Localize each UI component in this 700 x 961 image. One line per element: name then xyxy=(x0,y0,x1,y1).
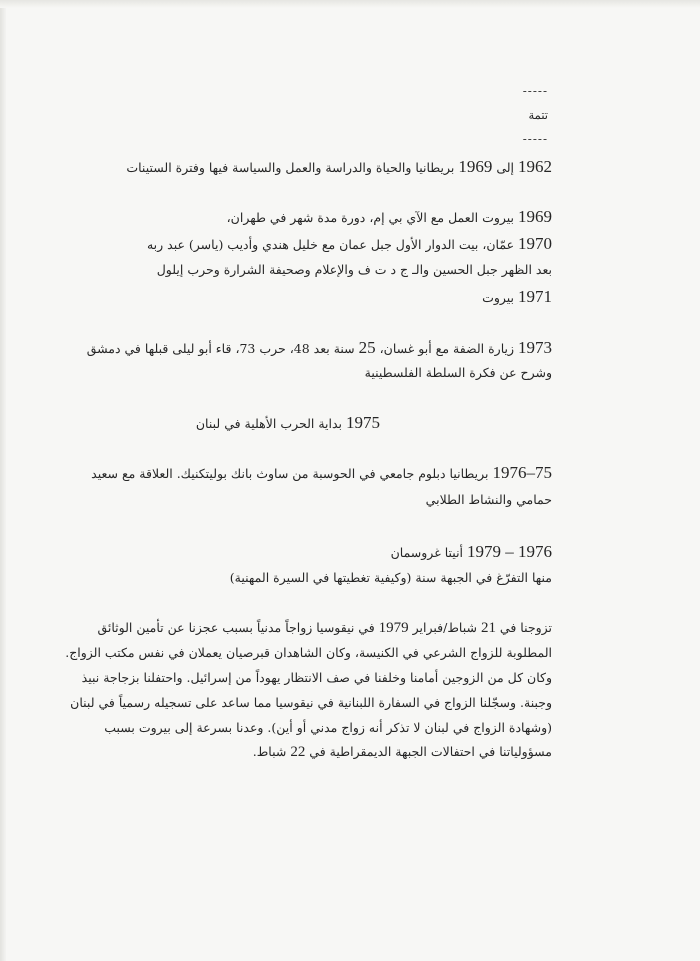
entry-text: سنة بعد 48، حرب 73، قاء أبو ليلى قبلها في دمشق xyxy=(86,341,359,356)
timeline-entry-1976-1979 xyxy=(391,542,552,562)
entry-text: منها التفرّغ في الجبهة سنة (وكيفية تغطيتها في السيرة المهنية) xyxy=(229,570,552,585)
separator-top: ----- xyxy=(522,84,548,98)
timeline-entry-1975 xyxy=(196,413,380,433)
paragraph-number: 1979 xyxy=(378,620,409,636)
timeline-entry-1971 xyxy=(482,287,552,307)
entry-text: إلى xyxy=(492,160,518,175)
timeline-entry-1975-1976-continued xyxy=(426,492,552,507)
paragraph-line-1 xyxy=(97,620,552,637)
paragraph-text: في نيقوسيا زواجاً مدنياً بسبب عجزنا عن تأمين الوثائق xyxy=(97,620,379,635)
entry-year-end: 1969 xyxy=(458,157,493,176)
entry-text: عمّان، بيت الدوار الأول جبل عمان مع خليل هندي وأديب (ياسر) عبد ربه xyxy=(146,237,518,252)
separator-bottom: ----- xyxy=(522,132,548,146)
entry-year: 1975 xyxy=(346,413,380,432)
entry-text: بداية الحرب الأهلية في لبنان xyxy=(195,416,346,431)
paragraph-text: وكان كل من الزوجين أمامنا وخلفنا في صف الانتظار يهوداً من إسرائيل. واحتفلنا بزجاجة نبيذ xyxy=(81,670,552,685)
paragraph-text: (وشهادة الزواج في لبنان لا تذكر أنه زواج مدني أو أين). وعدنا بسرعة إلى بيروت بسبب xyxy=(104,720,552,735)
entry-year: 1973 xyxy=(518,338,552,357)
timeline-entry-1970 xyxy=(147,234,552,254)
entry-text: بيروت العمل مع الآي بي إم، دورة مدة شهر في طهران، xyxy=(226,210,518,225)
paragraph-text: شباط. xyxy=(252,744,291,759)
entry-number: 25 xyxy=(358,338,376,357)
paragraph-line-2 xyxy=(65,645,552,660)
timeline-entry-1973 xyxy=(87,338,552,358)
paragraph-text: شباط/فبراير xyxy=(408,620,481,635)
page-shadow-top xyxy=(0,0,700,8)
entry-year: 1970 xyxy=(518,234,552,253)
page-shadow-edge xyxy=(0,0,6,961)
timeline-entry-1976-1979-continued xyxy=(230,570,552,585)
entry-text: زيارة الضفة مع أبو غسان، xyxy=(375,341,518,356)
document-heading: تتمة xyxy=(528,108,548,122)
entry-text: حمامي والنشاط الطلابي xyxy=(425,492,552,507)
paragraph-line-6 xyxy=(253,744,552,761)
paragraph-line-3 xyxy=(82,670,552,685)
entry-year-range: 1976 – 1979 xyxy=(467,542,552,561)
entry-text: بريطانيا والحياة والدراسة والعمل والسياسة فيها وفترة الستينات xyxy=(126,160,459,175)
timeline-entry-1975-1976 xyxy=(91,463,552,483)
timeline-entry-1969 xyxy=(227,207,552,227)
paragraph-number: 21 xyxy=(480,620,496,636)
entry-year: 1971 xyxy=(518,287,552,306)
paragraph-number: 22 xyxy=(290,744,306,760)
entry-year: 1962 xyxy=(518,157,552,176)
timeline-entry-1962 xyxy=(126,157,552,177)
timeline-entry-1973-continued xyxy=(365,365,552,380)
entry-text: بعد الظهر جبل الحسين والـ ج د ت ف والإعلام وصحيفة الشرارة وحرب إيلول xyxy=(156,262,552,277)
entry-text: وشرح عن فكرة السلطة الفلسطينية xyxy=(364,365,552,380)
paragraph-line-4 xyxy=(70,695,552,710)
paragraph-text: المطلوبة للزواج الشرعي في الكنيسة، وكان الشاهدان قبرصيان يعملان في نفس مكتب الزواج. xyxy=(65,645,552,660)
entry-year: 75–1976 xyxy=(492,463,552,482)
entry-year: 1969 xyxy=(518,207,552,226)
paragraph-line-5 xyxy=(104,720,552,735)
paragraph-text: مسؤولياتنا في احتفالات الجبهة الديمقراطية في xyxy=(305,744,552,759)
entry-text: بريطانيا دبلوم جامعي في الحوسبة من ساوث بانك بوليتكنيك. العلاقة مع سعيد xyxy=(91,466,493,481)
paragraph-text: وجبنة. وسجّلنا الزواج في السفارة اللبنانية في نيقوسيا مما ساعد على تسجيله رسمياً في لبنان xyxy=(70,695,552,710)
timeline-entry-1970-continued xyxy=(157,262,552,277)
paragraph-text: تزوجنا في xyxy=(495,620,552,635)
entry-text: بيروت xyxy=(482,290,518,305)
entry-text: أنيتا غروسمان xyxy=(390,545,467,560)
